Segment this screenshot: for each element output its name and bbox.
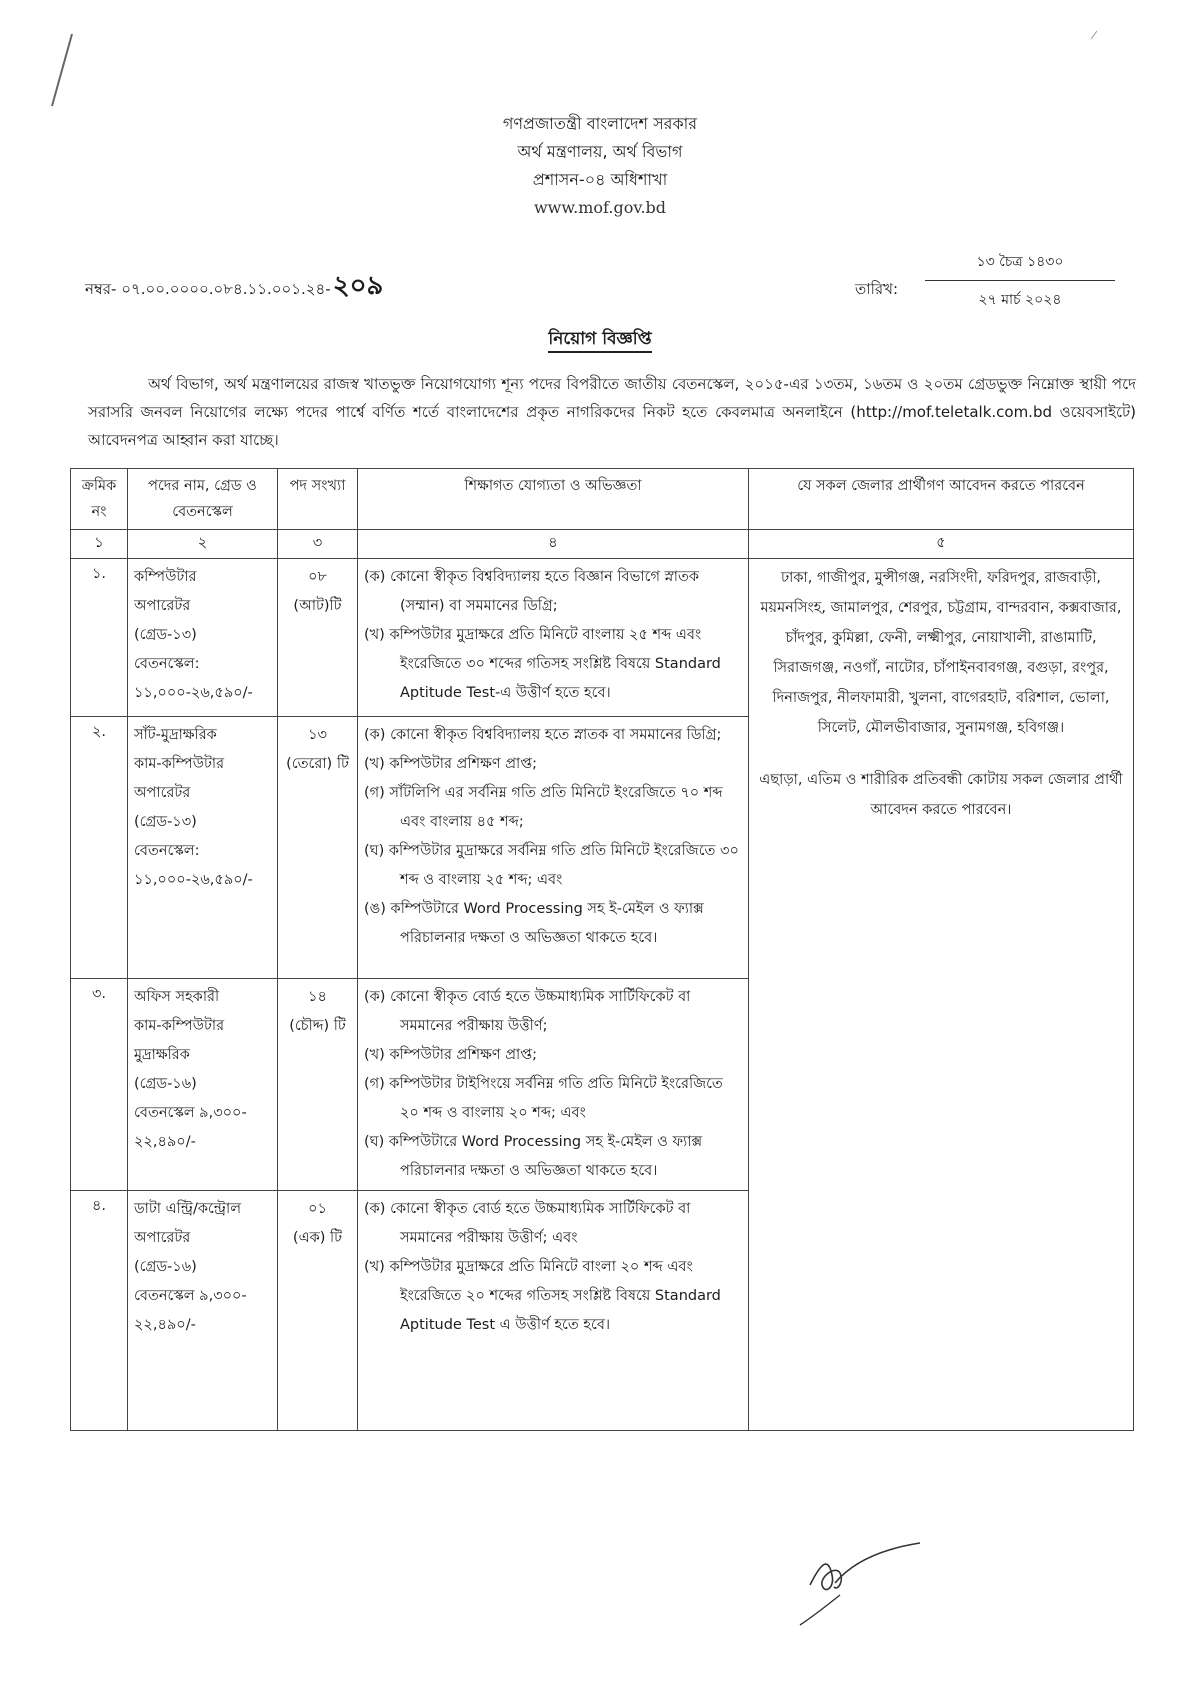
qualification-item: (খ) কম্পিউটার প্রশিক্ষণ প্রাপ্ত; xyxy=(364,1047,538,1063)
post-line: বেতনস্কেল ৯,৩০০- xyxy=(134,1288,247,1304)
count-words: (চৌদ্দ) টি xyxy=(289,1018,346,1034)
pen-stroke-mark xyxy=(40,30,90,110)
row-serial: ৩. xyxy=(71,979,128,1191)
row-qualifications xyxy=(358,1191,749,1431)
post-line: (গ্রেড-১৩) xyxy=(134,814,197,830)
post-line: বেতনস্কেল: xyxy=(134,656,200,672)
qualification-item: (ক) কোনো স্বীকৃত বিশ্ববিদ্যালয় হতে স্নাতক বা সমমানের ডিগ্রি; xyxy=(364,727,722,743)
header-qualification: শিক্ষাগত যোগ্যতা ও অভিজ্ঞতা xyxy=(358,469,749,530)
vacancy-table xyxy=(70,468,1134,1431)
post-line: (গ্রেড-১৬) xyxy=(134,1076,197,1092)
qualification-item: (ক) কোনো স্বীকৃত বোর্ড হতে উচ্চমাধ্যমিক সার্টিফিকেট বা সমমানের পরীক্ষায় উত্তীর্ণ; এবং xyxy=(364,1201,691,1246)
memo-number xyxy=(85,265,383,309)
qualification-item: (গ) কম্পিউটার টাইপিংয়ে সর্বনিম্ন গতি প্রতি মিনিটে ইংরেজিতে ২০ শব্দ ও বাংলায় ২০ শব্দ; এবং xyxy=(364,1076,723,1121)
post-line: সাঁট-মুদ্রাক্ষরিক xyxy=(134,727,217,743)
count-number: ১৩ xyxy=(308,727,327,743)
post-line: ডাটা এন্ট্রি/কন্ট্রোল xyxy=(134,1201,241,1217)
qualification-item: (খ) কম্পিউটার প্রশিক্ষণ প্রাপ্ত; xyxy=(364,756,538,772)
count-number: ১৪ xyxy=(308,989,327,1005)
letterhead xyxy=(0,110,1200,222)
districts-cell xyxy=(749,559,1134,1431)
post-line: অপারেটর xyxy=(134,1230,191,1246)
post-line: মুদ্রাক্ষরিক xyxy=(134,1047,190,1063)
count-number: ০১ xyxy=(308,1201,327,1217)
notice-title-text: নিয়োগ বিজ্ঞপ্তি xyxy=(548,329,651,353)
notice-title xyxy=(0,326,1200,354)
post-line: বেতনস্কেল ৯,৩০০- xyxy=(134,1105,247,1121)
districts-list: ঢাকা, গাজীপুর, মুন্সীগঞ্জ, নরসিংদী, ফরিদপুর, রাজবাড়ী, ময়মনসিংহ, জামালপুর, শেরপুর, চট্টগ্রাম, বান্দরবান, কক্সবাজার, চাঁদপুর, কুমিল্লা, ফেনী, লক্ষ্মীপুর, নোয়াখালী, রাঙামাটি, সিরাজগঞ্জ, নওগাঁ, নাটোর, চাঁপাইনবাবগঞ্জ, বগুড়া, রংপুর, দিনাজপুর, নীলফামারী, খুলনা, বাগেরহাট, বরিশাল, ভোলা, সিলেট, মৌলভীবাজার, সুনামগঞ্জ, হবিগঞ্জ। xyxy=(760,570,1122,736)
qualification-item: (ঙ) কম্পিউটারে Word Processing সহ ই-মেইল ও ফ্যাক্স পরিচালনার দক্ষতা ও অভিজ্ঞতা থাকতে হবে। xyxy=(364,901,704,946)
row-qualifications xyxy=(358,979,749,1191)
post-line: (গ্রেড-১৩) xyxy=(134,627,197,643)
row-qualifications xyxy=(358,559,749,717)
count-words: (তেরো) টি xyxy=(286,756,349,772)
ministry-name: অর্থ মন্ত্রণালয়, অর্থ বিভাগ xyxy=(517,142,683,161)
count-words: (এক) টি xyxy=(292,1230,343,1246)
row-count xyxy=(278,1191,358,1431)
row-serial: ২. xyxy=(71,717,128,979)
row-post xyxy=(128,1191,278,1431)
col-number: ১ xyxy=(71,530,128,559)
districts-quota-note: এছাড়া, এতিম ও শারীরিক প্রতিবন্ধী কোটায় সকল জেলার প্রার্থী আবেদন করতে পারবেন। xyxy=(759,772,1123,818)
post-line: ২২,৪৯০/- xyxy=(134,1317,196,1333)
qualification-item: (খ) কম্পিউটার মুদ্রাক্ষরে প্রতি মিনিটে বাংলায় ২৫ শব্দ এবং ইংরেজিতে ৩০ শব্দের গতিসহ সংশ্লিষ্ট বিষয়ে Standard Aptitude Test-এ উত্তীর্ণ হতে হবে। xyxy=(364,627,721,701)
row-count xyxy=(278,979,358,1191)
qualification-item: (ক) কোনো স্বীকৃত বোর্ড হতে উচ্চমাধ্যমিক সার্টিফিকেট বা সমমানের পরীক্ষায় উত্তীর্ণ; xyxy=(364,989,691,1034)
intro-paragraph: অর্থ বিভাগ, অর্থ মন্ত্রণালয়ের রাজস্ব খাতভুক্ত নিয়োগযোগ্য শূন্য পদের বিপরীতে জাতীয় বেতনস্কেল, ২০১৫-এর ১৩তম, ১৬তম ও ২০তম গ্রেডভুক্ত নিম্নোক্ত স্থায়ী পদে সরাসরি জনবল নিয়োগের লক্ষ্যে পদের পার্শ্বে বর্ণিত শর্তে বাংলাদেশের প্রকৃত নাগরিকদের নিকট হতে কেবলমাত্র অনলাইনে (http://mof.teletalk.com.bd ওয়েবসাইটে) আবেদনপত্র আহ্বান করা যাচ্ছে। xyxy=(88,375,1136,449)
table-row xyxy=(71,559,1134,717)
post-line: কাম-কম্পিউটার xyxy=(134,756,225,772)
post-line: অপারেটর xyxy=(134,598,191,614)
qualification-item: (ক) কোনো স্বীকৃত বিশ্ববিদ্যালয় হতে বিজ্ঞান বিভাগে স্নাতক (সম্মান) বা সমমানের ডিগ্রি; xyxy=(364,569,699,614)
row-count xyxy=(278,559,358,717)
col-number: ৩ xyxy=(278,530,358,559)
row-post xyxy=(128,559,278,717)
branch-name: প্রশাসন-০৪ অধিশাখা xyxy=(532,170,668,189)
post-line: ২২,৪৯০/- xyxy=(134,1134,196,1150)
row-post xyxy=(128,717,278,979)
date-label: তারিখ: xyxy=(855,280,899,298)
post-line: ১১,০০০-২৬,৫৯০/- xyxy=(134,685,253,701)
post-line: অফিস সহকারী xyxy=(134,989,220,1005)
row-serial: ১. xyxy=(71,559,128,717)
memo-handwritten-number: ২০৯ xyxy=(332,271,384,301)
date-bangla: ১৩ চৈত্র ১৪৩০ xyxy=(925,250,1115,281)
count-number: ০৮ xyxy=(308,569,327,585)
scan-speck-mark xyxy=(1085,25,1105,45)
post-line: অপারেটর xyxy=(134,785,191,801)
post-line: কম্পিউটার xyxy=(134,569,197,585)
col-number: ২ xyxy=(128,530,278,559)
header-count: পদ সংখ্যা xyxy=(278,469,358,530)
qualification-item: (গ) সাঁটলিপি এর সর্বনিম্ন গতি প্রতি মিনিটে ইংরেজিতে ৭০ শব্দ এবং বাংলায় ৪৫ শব্দ; xyxy=(364,785,723,830)
row-post xyxy=(128,979,278,1191)
qualification-item: (খ) কম্পিউটার মুদ্রাক্ষরে প্রতি মিনিটে বাংলা ২০ শব্দ এবং ইংরেজিতে ২০ শব্দের গতিসহ সংশ্লিষ্ট বিষয়ে Standard Aptitude Test এ উত্তীর্ণ হতে হবে। xyxy=(364,1259,721,1333)
handwritten-signature xyxy=(780,1525,940,1635)
row-count xyxy=(278,717,358,979)
date-english: ২৭ মার্চ ২০২৪ xyxy=(978,292,1062,308)
qualification-item: (ঘ) কম্পিউটারে Word Processing সহ ই-মেইল ও ফ্যাক্স পরিচালনার দক্ষতা ও অভিজ্ঞতা থাকতে হবে। xyxy=(364,1134,703,1179)
website-text: www.mof.gov.bd xyxy=(533,198,667,217)
row-serial: ৪. xyxy=(71,1191,128,1431)
post-line: (গ্রেড-১৬) xyxy=(134,1259,197,1275)
memo-number-text: নম্বর- ০৭.০০.০০০০.০৮৪.১১.০০১.২৪- xyxy=(85,280,331,298)
qualification-item: (ঘ) কম্পিউটার মুদ্রাক্ষরে সর্বনিম্ন গতি প্রতি মিনিটে ইংরেজিতে ৩০ শব্দ ও বাংলায় ২৫ শব্দ; এবং xyxy=(364,843,739,888)
post-line: বেতনস্কেল: xyxy=(134,843,200,859)
header-districts: যে সকল জেলার প্রার্থীগণ আবেদন করতে পারবেন xyxy=(749,469,1134,530)
post-line: ১১,০০০-২৬,৫৯০/- xyxy=(134,872,253,888)
column-number-row xyxy=(71,530,1134,559)
col-number: ৪ xyxy=(358,530,749,559)
count-words: (আট)টি xyxy=(293,598,342,614)
col-number: ৫ xyxy=(749,530,1134,559)
header-post: পদের নাম, গ্রেড ও বেতনস্কেল xyxy=(128,469,278,530)
row-qualifications xyxy=(358,717,749,979)
header-serial: ক্রমিক নং xyxy=(71,469,128,530)
table-header-row xyxy=(71,469,1134,530)
post-line: কাম-কম্পিউটার xyxy=(134,1018,225,1034)
government-name: গণপ্রজাতন্ত্রী বাংলাদেশ সরকার xyxy=(502,114,698,133)
